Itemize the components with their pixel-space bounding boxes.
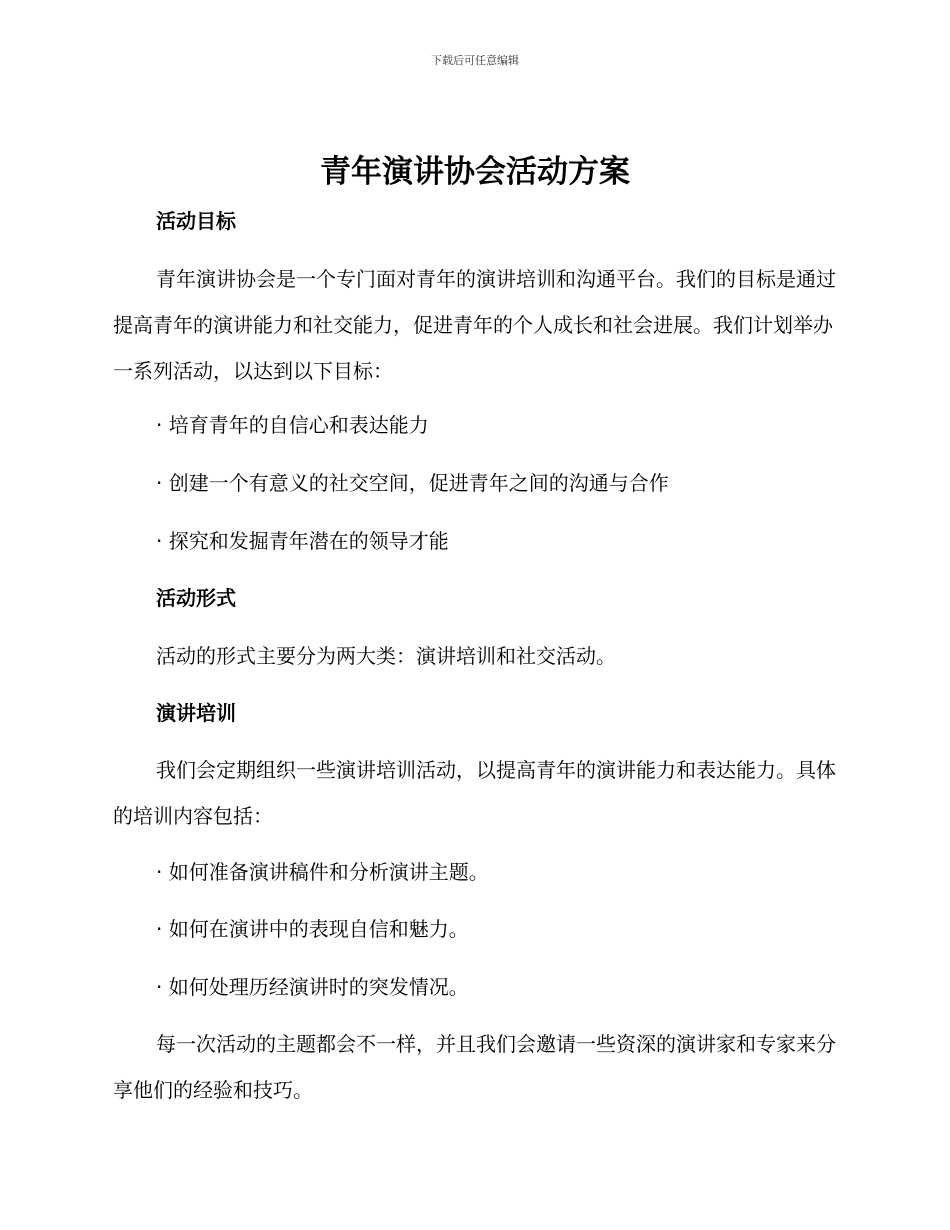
goals-intro-paragraph: 青年演讲协会是一个专门面对青年的演讲培训和沟通平台。我们的目标是通过提高青年的演讲能力和社交能力，促进青年的个人成长和社会进展。我们计划举办一系列活动，以达到以下目标：: [113, 267, 836, 383]
goals-bullet-3: · 探究和发掘青年潜在的领导才能: [156, 529, 449, 553]
goals-bullet-1: · 培育青年的自信心和表达能力: [156, 413, 429, 437]
goals-bullet-2: · 创建一个有意义的社交空间，促进青年之间的沟通与合作: [156, 471, 669, 495]
header-note: 下载后可任意编辑: [431, 54, 519, 67]
section-heading-goals: 活动目标: [156, 209, 236, 233]
section-heading-training: 演讲培训: [156, 701, 236, 725]
training-bullet-1: · 如何准备演讲稿件和分析演讲主题。: [156, 860, 489, 884]
training-bullet-2: · 如何在演讲中的表现自信和魅力。: [156, 917, 469, 941]
training-bullet-3: · 如何处理历经演讲时的突发情况。: [156, 975, 469, 999]
section-heading-format: 活动形式: [156, 586, 236, 610]
training-intro-paragraph: 我们会定期组织一些演讲培训活动，以提高青年的演讲能力和表达能力。具体的培训内容包括：: [113, 758, 836, 828]
format-intro-paragraph: 活动的形式主要分为两大类：演讲培训和社交活动。: [156, 644, 616, 668]
document-title: 青年演讲协会活动方案: [320, 154, 630, 190]
training-outro-paragraph: 每一次活动的主题都会不一样，并且我们会邀请一些资深的演讲家和专家来分享他们的经验和技巧。: [113, 1032, 836, 1102]
